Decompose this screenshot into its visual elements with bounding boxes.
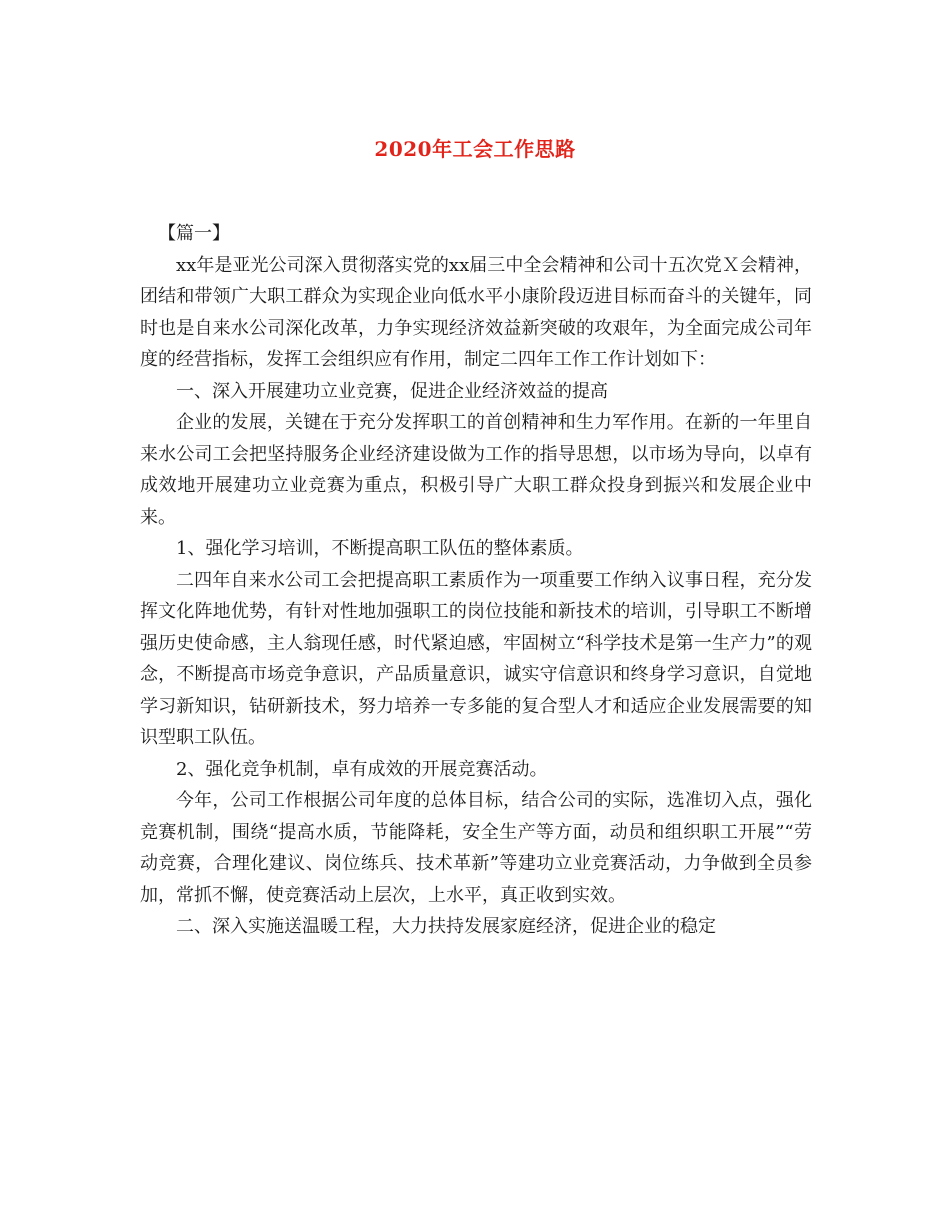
heading-section-two: 二、深入实施送温暖工程，大力扶持发展家庭经济，促进企业的稳定: [176, 916, 716, 937]
paragraph-intro: xx年是亚光公司深入贯彻落实党的xx届三中全会精神和公司十五次党Ｘ会精神，团结和带领广大职工群众为实现企业向低水平小康阶段迈进目标而奋斗的关键年，同时也是自来水公司深化改革，力争实现经济效益新突破的攻艰年，为全面完成公司年度的经营指标，发挥工会组织应有作用，制定二四年工作工作计划如下：: [140, 254, 812, 370]
document-body: [140, 218, 812, 943]
heading-section-one: 一、深入开展建功立业竞赛，促进企业经济效益的提高: [176, 380, 608, 402]
subheading-competition: 2、强化竞争机制，卓有成效的开展竞赛活动。: [176, 758, 548, 780]
section-label: 【篇一】: [158, 223, 230, 244]
paragraph-training: 二四年自来水公司工会把提高职工素质作为一项重要工作纳入议事日程，充分发挥文化阵地优势，有针对性地加强职工的岗位技能和新技术的培训，引导职工不断增强历史使命感，主人翁现任感，时代紧迫感，牢固树立“科学技术是第一生产力”的观念，不断提高市场竞争意识，产品质量意识，诚实守信意识和终身学习意识，自觉地学习新知识，钻研新技术，努力培养一专多能的复合型人才和适应企业发展需要的知识型职工队伍。: [140, 569, 812, 748]
subheading-training: 1、强化学习培训，不断提高职工队伍的整体素质。: [176, 538, 584, 559]
paragraph-enterprise-development: 企业的发展，关键在于充分发挥职工的首创精神和生力军作用。在新的一年里自来水公司工会把坚持服务企业经济建设做为工作的指导思想，以市场为导向，以卓有成效地开展建功立业竞赛为重点，积极引导广大职工群众投身到振兴和发展企业中来。: [140, 412, 812, 528]
document-title: 2020年工会工作思路: [374, 137, 576, 161]
paragraph-competition: 今年，公司工作根据公司年度的总体目标，结合公司的实际，选准切入点，强化竞赛机制，围绕“提高水质，节能降耗，安全生产等方面，动员和组织职工开展”“劳动竞赛，合理化建议、岗位练兵、技术革新”等建功立业竞赛活动，力争做到全员参加，常抓不懈，使竞赛活动上层次，上水平，真正收到实效。: [140, 790, 812, 906]
